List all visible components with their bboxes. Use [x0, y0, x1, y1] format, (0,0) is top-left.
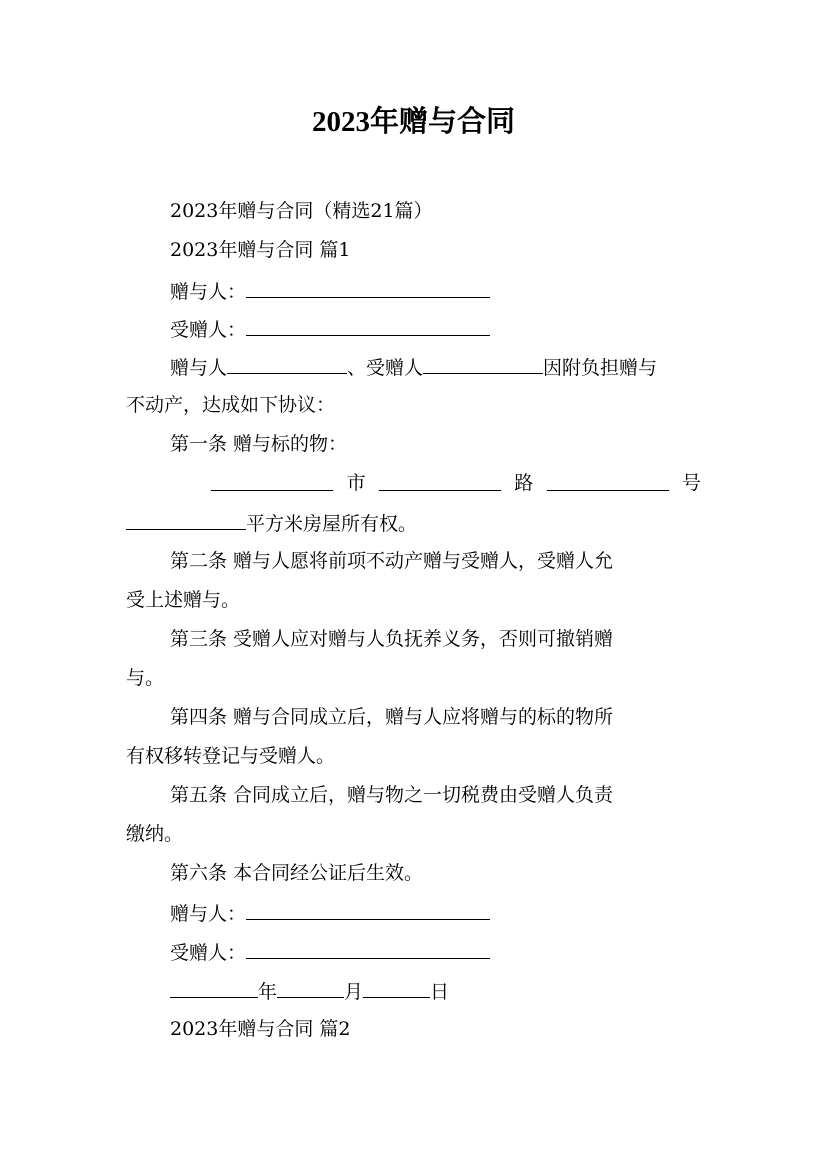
intro-part2: 、受赠人: [347, 357, 424, 379]
article-4-line2: 有权移转登记与受赠人。: [126, 745, 336, 767]
article-4-line1: 第四条 赠与合同成立后，赠与人应将赠与的标的物所: [170, 706, 614, 728]
day-blank: [363, 977, 430, 998]
section-heading-1: 2023年赠与合同 篇1: [170, 239, 351, 261]
donor-blank: [246, 277, 490, 298]
road-label: 路: [514, 472, 534, 494]
donee-signature-line-2: [126, 938, 701, 966]
year-label: 年: [258, 981, 278, 1003]
intro-paragraph-line1: [126, 353, 701, 381]
article-2-line1: 第二条 赠与人愿将前项不动产赠与受赠人，受赠人允: [170, 550, 614, 572]
article-5-line2: 缴纳。: [126, 823, 184, 845]
year-blank: [170, 977, 258, 998]
donee-label-2: 受赠人：: [170, 942, 247, 964]
article-6: 第六条 本合同经公证后生效。: [170, 862, 424, 884]
article-1: 第一条 赠与标的物：: [170, 433, 348, 455]
donee-blank: [246, 315, 490, 336]
intro-donee-blank: [423, 353, 543, 374]
donor-label-2: 赠与人：: [170, 903, 247, 925]
month-blank: [277, 977, 344, 998]
intro-donor-blank: [227, 353, 347, 374]
date-line: [126, 977, 701, 1005]
article-2-line2: 受上述赠与。: [126, 589, 241, 611]
intro-paragraph-line2: 不动产，达成如下协议：: [126, 394, 336, 416]
section-heading-2: 2023年赠与合同 篇2: [170, 1018, 351, 1040]
donor-signature-line: [126, 277, 701, 305]
month-label: 月: [344, 981, 364, 1003]
area-blank: [126, 509, 246, 530]
day-label: 日: [430, 981, 450, 1003]
donor-label: 赠与人：: [170, 281, 247, 303]
article-3-line2: 与。: [126, 667, 165, 689]
collection-heading: 2023年赠与合同（精选21篇）: [170, 200, 433, 222]
donor-signature-line-2: [126, 899, 701, 927]
address-blank-1: [211, 470, 333, 491]
article-3-line1: 第三条 受赠人应对赠与人负抚养义务，否则可撤销赠: [170, 628, 614, 650]
property-area-line: [126, 509, 701, 537]
donee-blank-2: [246, 938, 490, 959]
property-address-line: [126, 470, 701, 496]
article-5-line1: 第五条 合同成立后，赠与物之一切税费由受赠人负责: [170, 784, 614, 806]
donor-blank-2: [246, 899, 490, 920]
intro-part1: 赠与人: [170, 357, 228, 379]
address-blank-3: [547, 470, 669, 491]
city-label: 市: [346, 472, 366, 494]
number-label: 号: [681, 472, 701, 494]
address-blank-2: [379, 470, 501, 491]
intro-part3: 因附负担赠与: [543, 357, 658, 379]
donee-signature-line: [126, 315, 701, 343]
property-tail: 平方米房屋所有权。: [246, 513, 418, 535]
donee-label: 受赠人：: [170, 319, 247, 341]
document-title: 2023年赠与合同: [311, 106, 515, 138]
